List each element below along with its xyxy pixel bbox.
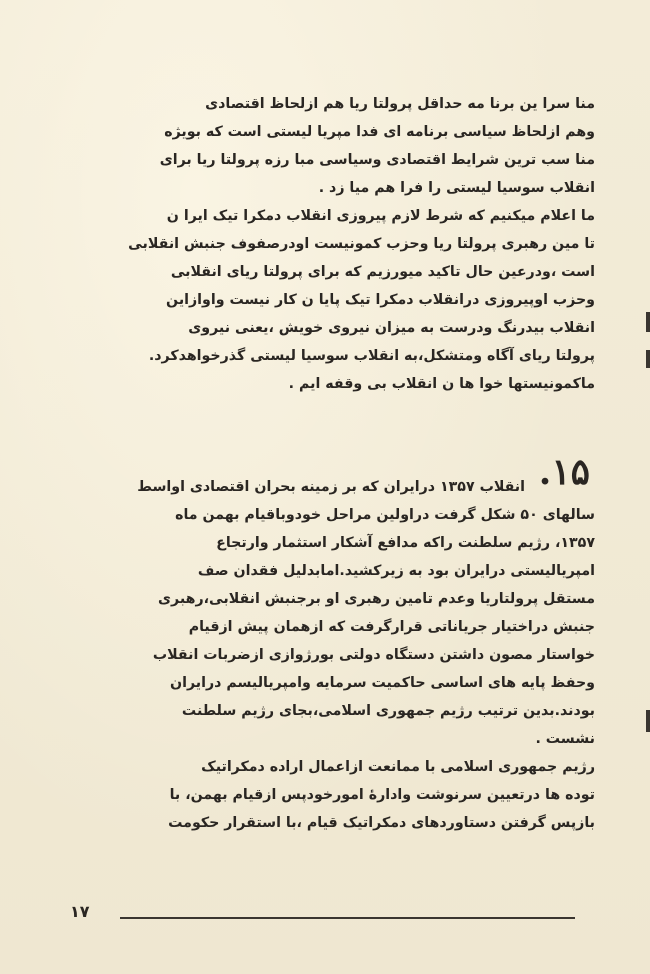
page-number: ۱۷: [70, 902, 90, 921]
text-line: است ،ودرعین حال تاکید میورزیم که برای پرولتا ریای انقلابی: [170, 264, 595, 280]
text-line: سالهای ۵۰ شکل گرفت دراولین مراحل خودوباقیام بهمن ماه: [175, 507, 595, 523]
margin-mark: [646, 350, 650, 368]
text-line: وحفظ پایه های اساسی حاکمیت سرمایه وامپریالیسم درایران: [169, 675, 595, 691]
paragraph-section: [75, 473, 595, 837]
text-line: منا سب ترین شرایط اقتصادی وسیاسی مبا رزه پرولتا ریا برای: [159, 152, 595, 168]
text-line: نشست .: [535, 731, 595, 747]
section-number: ۱۵.: [538, 451, 590, 493]
text-line: خواستار مصون داشتن دستگاه دولتی بورژوازی ازضربات انقلاب: [152, 647, 595, 663]
text-line: ۱۳۵۷، رژیم سلطنت راکه مدافع آشکار استثمار وارتجاع: [216, 535, 595, 551]
margin-mark: [646, 312, 650, 332]
text-line: تا مین رهبری پرولتا ریا وحزب کمونیست اودرصفوف جنبش انقلابی: [128, 236, 595, 252]
text-line: بودند.بدین ترتیب رژیم جمهوری اسلامی،بجای رژیم سلطنت: [181, 703, 595, 719]
text-line: توده ها درتعیین سرنوشت وادارهٔ امورخودپس ازقیام بهمن، با: [169, 787, 595, 803]
text-line: جنبش دراختیار جریاناتی قرارگرفت که ازهمان پیش ازقیام: [188, 619, 595, 635]
text-line: وهم ازلحاظ سیاسی برنامه ای فدا مپریا لیستی است که بویژه: [164, 124, 595, 140]
text-line: پرولتا ریای آگاه ومتشکل،به انقلاب سوسیا لیستی گذرخواهدکرد.: [148, 348, 595, 364]
page-footer: [70, 900, 575, 930]
text-line: انقلاب بیدرنگ ودرست به میزان نیروی خویش ،یعنی نیروی: [188, 320, 595, 336]
footer-rule: [120, 917, 575, 919]
margin-mark: [646, 710, 650, 732]
paragraph-top: [75, 90, 595, 398]
text-line: مستقل پرولتاریا وعدم تامین رهبری او برجنبش انقلابی،رهبری: [158, 591, 595, 607]
text-line: انقلاب ۱۳۵۷ درایران که بر زمینه بحران اقتصادی اواسط: [137, 479, 525, 495]
text-line: ما اعلام میکنیم که شرط لازم پیروزی انقلاب دمکرا تیک ایرا ن: [166, 208, 595, 224]
text-line: رژیم جمهوری اسلامی با ممانعت ازاعمال اراده دمکراتیک: [201, 759, 595, 775]
text-line: امپریالیستی درایران بود به زیرکشید.امابدلیل فقدان صف: [197, 563, 595, 579]
text-line: منا سرا ین برنا مه حداقل پرولتا ریا هم ازلحاظ اقتصادی: [205, 96, 595, 112]
text-line: بازپس گرفتن دستاوردهای دمکراتیک قیام ،با استقرار حکومت: [168, 815, 595, 831]
text-line: ماکمونیستها خوا ها ن انقلاب بی وقفه ایم .: [288, 376, 595, 392]
text-line: انقلاب سوسیا لیستی را فرا هم میا زد .: [318, 180, 595, 196]
text-line: وحزب اوپیروزی درانقلاب دمکرا تیک پایا ن کار نیست واوازاین: [166, 292, 595, 308]
